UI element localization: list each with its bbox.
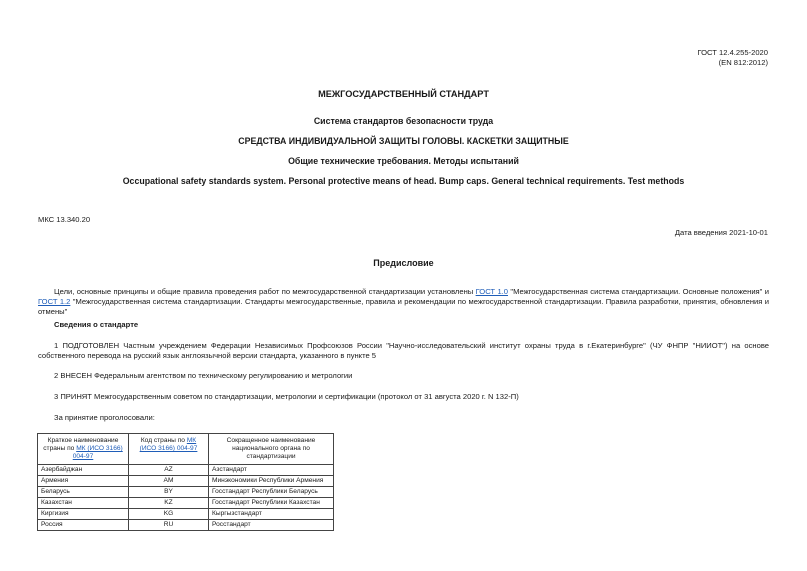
table-header-row <box>38 434 334 465</box>
country-cell: Казахстан <box>38 498 129 509</box>
main-title: СРЕДСТВА ИНДИВИДУАЛЬНОЙ ЗАЩИТЫ ГОЛОВЫ. КАСКЕТКИ ЗАЩИТНЫЕ <box>238 136 569 146</box>
item-2-introduced: 2 ВНЕСЕН Федеральным агентством по техническому регулированию и метрологии <box>54 371 353 380</box>
voted-label: За принятие проголосовали: <box>54 413 155 422</box>
body-cell: Госстандарт Республики Казахстан <box>209 498 334 509</box>
header-body: Сокращенное наименование национального органа по стандартизации <box>209 434 334 465</box>
code-cell: KZ <box>129 498 209 509</box>
body-cell: Кыргызстандарт <box>209 509 334 520</box>
mk-iso-link[interactable]: МК (ИСО 3166) 004-97 <box>72 445 123 460</box>
mks-code: МКС 13.340.20 <box>38 215 91 224</box>
gost-1-2-link[interactable]: ГОСТ 1.2 <box>38 297 71 306</box>
item-1-prepared: 1 ПОДГОТОВЛЕН Частным учреждением Федерации Независимых Профсоюзов России "Научно-исследовательский институт охраны труда в г.Екатеринбурге" (ЧУ ФНПР "НИИОТ") на основе собственного перевода на русский язык англоязычной версии стандарта, указанного в пункте 5 <box>38 341 769 360</box>
header-country-text: Краткое наименование страны по <box>43 437 119 452</box>
body-cell: Росстандарт <box>209 520 334 531</box>
table-row <box>38 498 334 509</box>
preface-paragraph <box>38 287 769 317</box>
gost-1-0-link[interactable]: ГОСТ 1.0 <box>475 287 508 296</box>
gost-number: ГОСТ 12.4.255-2020 <box>697 48 768 57</box>
country-cell: Киргизия <box>38 509 129 520</box>
header-code <box>129 434 209 465</box>
preface-heading: Предисловие <box>373 258 434 268</box>
standard-info-heading: Сведения о стандарте <box>54 320 139 329</box>
body-cell: Минэкономики Республики Армения <box>209 476 334 487</box>
intro-date: Дата введения 2021-10-01 <box>674 228 768 237</box>
code-cell: BY <box>129 487 209 498</box>
voting-states-table <box>37 433 334 531</box>
code-cell: KG <box>129 509 209 520</box>
mk-iso-code-link[interactable]: МК (ИСО 3166) 004-97 <box>139 437 198 452</box>
country-cell: Беларусь <box>38 487 129 498</box>
preface-text-a: Цели, основные принципы и общие правила проведения работ по межгосударственной стандартизации установлены <box>54 287 476 296</box>
interstate-standard-title: МЕЖГОСУДАРСТВЕННЫЙ СТАНДАРТ <box>318 89 489 99</box>
english-title: Occupational safety standards system. Personal protective means of head. Bump caps. General technical requirements. Test methods <box>122 176 685 186</box>
code-cell: AM <box>129 476 209 487</box>
preface-text-c: "Межгосударственная система стандартизации. Стандарты межгосударственные, правила и рекомендации по межгосударственной стандартизации. Правила разработки, принятия, обновления и отмены" <box>38 297 769 316</box>
header-country <box>38 434 129 465</box>
table-row <box>38 520 334 531</box>
item-3-adopted: 3 ПРИНЯТ Межгосударственным советом по стандартизации, метрологии и сертификации (протокол от 31 августа 2020 г. N 132-П) <box>54 392 519 401</box>
code-cell: RU <box>129 520 209 531</box>
table-row <box>38 465 334 476</box>
table-row <box>38 509 334 520</box>
subtitle: Общие технические требования. Методы испытаний <box>288 156 519 166</box>
header-code-text: Код страны по <box>140 437 187 444</box>
country-cell: Россия <box>38 520 129 531</box>
country-cell: Азербайджан <box>38 465 129 476</box>
preface-text-b: "Межгосударственная система стандартизации. Основные положения" и <box>508 287 769 296</box>
body-cell: Госстандарт Республики Беларусь <box>209 487 334 498</box>
table-row <box>38 476 334 487</box>
en-number: (EN 812:2012) <box>718 58 768 67</box>
system-title: Система стандартов безопасности труда <box>313 116 494 126</box>
table-row <box>38 487 334 498</box>
country-cell: Армения <box>38 476 129 487</box>
code-cell: AZ <box>129 465 209 476</box>
body-cell: Азстандарт <box>209 465 334 476</box>
